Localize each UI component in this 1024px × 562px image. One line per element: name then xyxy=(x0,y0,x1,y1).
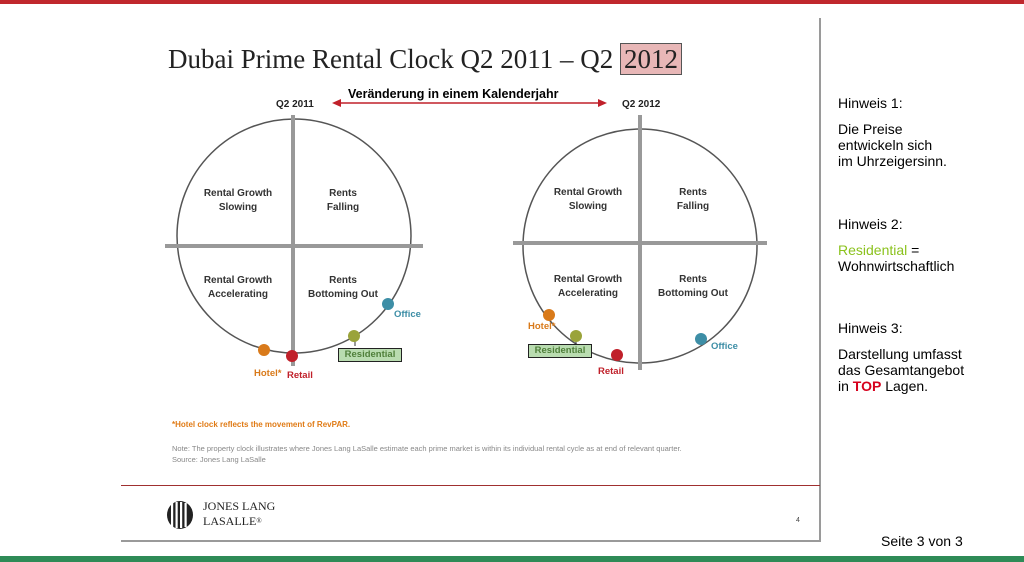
hint1-line: Die Preise xyxy=(838,121,903,137)
quadrant-text: Bottoming Out xyxy=(658,288,728,299)
quadrant-text: Rental Growth xyxy=(203,188,273,199)
quadrant-text: Falling xyxy=(676,201,710,212)
quadrant-text: Accelerating xyxy=(557,288,619,299)
hint1-line: entwickeln sich xyxy=(838,137,933,153)
hint3-line: Darstellung umfasst xyxy=(838,346,962,362)
quadrant-text: Falling xyxy=(326,202,360,213)
hint2-meaning: Wohnwirtschaftlich xyxy=(838,258,955,274)
residential-label-2011: Residential xyxy=(338,348,402,362)
hotel-marker-2012 xyxy=(543,309,555,321)
slide-footer-divider xyxy=(121,485,820,486)
source-note xyxy=(172,443,682,465)
quadrant-left-top-right xyxy=(288,187,398,215)
quadrant-right-top-right xyxy=(638,186,748,214)
quadrant-left-top-left xyxy=(183,187,293,215)
source-line: Source: Jones Lang LaSalle xyxy=(172,455,266,464)
hotel-label-2012: Hotel* xyxy=(528,321,556,332)
quadrant-right-bottom-right xyxy=(638,273,748,301)
quadrant-text: Accelerating xyxy=(207,289,269,300)
quadrant-text: Bottoming Out xyxy=(308,289,378,300)
clock-left-label: Q2 2011 xyxy=(276,99,314,110)
jll-logo xyxy=(165,498,277,532)
quadrant-text: Rents xyxy=(329,275,357,286)
residential-marker-2012 xyxy=(570,330,582,342)
office-label-2012: Office xyxy=(711,341,738,352)
hotel-marker-2011 xyxy=(258,344,270,356)
hint1-title: Hinweis 1: xyxy=(838,95,903,111)
hint3-title: Hinweis 3: xyxy=(838,320,903,336)
office-marker-2012 xyxy=(695,333,707,345)
page-footer: Seite 3 von 3 xyxy=(881,533,963,549)
retail-label-2012: Retail xyxy=(598,366,624,377)
period-arrow-left-head xyxy=(332,99,341,107)
bottom-accent-bar xyxy=(0,556,1024,562)
hint3-line: in TOP Lagen. xyxy=(838,378,929,394)
retail-marker-2012 xyxy=(611,349,623,361)
hint1-line: im Uhrzeigersinn. xyxy=(838,153,947,169)
hint3-text xyxy=(838,346,964,394)
quadrant-left-bottom-right xyxy=(288,274,398,302)
office-label-2011: Office xyxy=(394,309,421,320)
quadrant-text: Rental Growth xyxy=(553,274,623,285)
hotel-label-2011: Hotel* xyxy=(254,368,282,379)
hint3-top: TOP xyxy=(852,378,882,394)
retail-label-2011: Retail xyxy=(287,370,313,381)
logo-line2: LASALLE® xyxy=(203,514,262,528)
period-arrow-right-head xyxy=(598,99,607,107)
quadrant-text: Rents xyxy=(329,188,357,199)
quadrant-text: Rents xyxy=(679,187,707,198)
logo-line1: JONES LANG xyxy=(203,499,276,513)
hotel-footnote: *Hotel clock reflects the movement of RevPAR. xyxy=(172,420,351,429)
hint3-line: das Gesamtangebot xyxy=(838,362,965,378)
hint2-equals: = xyxy=(907,242,920,258)
slide-page-number: 4 xyxy=(796,517,800,524)
quadrant-text: Rents xyxy=(679,274,707,285)
quadrant-right-top-left xyxy=(533,186,643,214)
title-highlight: 2012 xyxy=(620,43,682,75)
quadrant-text: Slowing xyxy=(568,201,608,212)
note-line: Note: The property clock illustrates where Jones Lang LaSalle estimate each prime market is within its individual rental cycle as at end of relevant quarter. xyxy=(172,444,682,453)
quadrant-text: Slowing xyxy=(218,202,258,213)
residential-marker-2011 xyxy=(348,330,360,342)
title-main: Dubai Prime Rental Clock Q2 2011 – Q2 xyxy=(168,44,614,74)
quadrant-text: Rental Growth xyxy=(203,275,273,286)
hint2-line xyxy=(838,242,954,258)
jll-logo-text xyxy=(203,499,275,529)
hint2-title: Hinweis 2: xyxy=(838,216,903,232)
quadrant-text: Rental Growth xyxy=(553,187,623,198)
clock-right-label: Q2 2012 xyxy=(622,99,661,110)
retail-marker-2011 xyxy=(286,350,298,362)
jll-logo-mark-icon xyxy=(165,500,195,530)
quadrant-left-bottom-left xyxy=(183,274,293,302)
quadrant-right-bottom-left xyxy=(533,273,643,301)
hint2-residential: Residential xyxy=(838,242,908,258)
hint1-text xyxy=(838,121,947,169)
residential-label-2012: Residential xyxy=(528,344,592,358)
hint2-text xyxy=(838,242,954,274)
period-label: Veränderung in einem Kalenderjahr xyxy=(348,87,559,101)
slide-border-bottom xyxy=(121,540,820,542)
